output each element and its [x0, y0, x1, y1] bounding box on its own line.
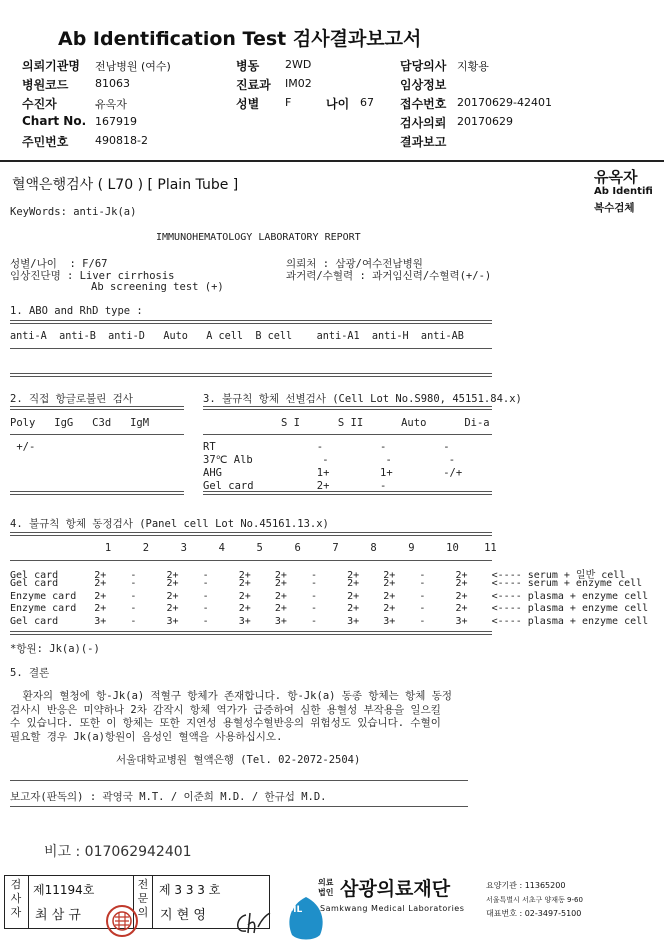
dat-rule-mid: [10, 434, 184, 435]
panel-rule-top: [10, 532, 492, 536]
diagnosis-2: Ab screening test (+): [91, 281, 224, 293]
lab-report-title: IMMUNOHEMATOLOGY LABORATORY REPORT: [156, 232, 361, 243]
dat-rule-top: [10, 406, 184, 410]
diagnosis: 임상진단명 : Liver cirrhosis: [10, 270, 175, 282]
header-field-value: 81063: [95, 77, 130, 90]
screen-rule-bottom: [203, 491, 492, 495]
seal-icon: [95, 884, 139, 943]
complex-sample-label: 복수검체: [594, 202, 635, 214]
header-field-label: 검사의뢰: [400, 116, 447, 130]
panel-header: 1 2 3 4 5 6 7 8 9 10 11: [10, 542, 497, 554]
header-field-label: 접수번호: [400, 97, 447, 111]
header-field-label: 병원코드: [22, 78, 69, 92]
header-field-value: 490818-2: [95, 134, 148, 147]
conclusion-line: 수 있습니다. 또한 이 항체는 또한 지연성 용혈성수혈반응의 위험성도 있습니다. 수혈이: [10, 717, 441, 729]
phone: 대표번호 : 02-3497-5100: [486, 909, 582, 918]
screen-row: AHG 1+ 1+ -/+: [203, 467, 463, 479]
org-english-name: Samkwang Medical Laboratories: [320, 904, 465, 913]
header-field-value: IM02: [285, 77, 312, 90]
header-field-value: 167919: [95, 115, 137, 128]
header-field-label: 진료과: [236, 78, 271, 92]
header-field-label: 주민번호: [22, 135, 69, 149]
panel-rule-bottom: [10, 631, 492, 635]
ab-identification-label: Ab Identifi: [594, 186, 653, 197]
signature-divider-3: [152, 875, 153, 929]
screen-title: 3. 불규칙 항체 선별검사 (Cell Lot No.S980, 45151.84.x): [203, 393, 522, 405]
transfusion-history: 과거력/수혈력 : 과거임신력/수혈력(+/-): [286, 270, 492, 282]
patient-name-label: 유옥자: [594, 168, 638, 186]
institution-code: 요양기관 : 11365200: [486, 881, 566, 890]
address: 서울특별시 서초구 양재동 9-60: [486, 896, 583, 904]
keywords: KeyWords: anti-Jk(a): [10, 206, 137, 218]
screen-rule-mid: [203, 434, 492, 435]
specialist-license: 제 3 3 3 호: [159, 883, 221, 897]
panel-rule-mid: [10, 560, 492, 561]
header-field-value: 67: [360, 96, 374, 109]
header-field-label: 수진자: [22, 97, 57, 111]
blood-bank-contact: 서울대학교병원 혈액은행 (Tel. 02-2072-2504): [116, 754, 361, 766]
conclusion-line: 필요할 경우 Jk(a)항원이 음성인 혈액을 사용하십시오.: [10, 730, 283, 743]
requester: 의뢰처 : 삼광/여수전남병원: [286, 258, 423, 270]
antigen-line: *항원: Jk(a)(-): [10, 643, 100, 655]
header-field-value: 20170629-42401: [457, 96, 552, 109]
reporter-rule-bottom: [10, 806, 468, 807]
header-field-value: 전남병원 (여수): [95, 60, 171, 73]
dat-rule-bottom: [10, 491, 184, 495]
header-field-value: 20170629: [457, 115, 513, 128]
conclusion-line: 검사시 반응은 미약하나 2차 감작시 항체 역가가 급증하여 심한 용혈성 부작용을 일으킬: [10, 703, 441, 716]
panel-row: Gel card 3+ - 3+ - 3+ 3+ - 3+ 3+ - 3+ <---- plasma + enzyme cell: [10, 615, 649, 627]
header-field-label: 임상정보: [400, 78, 447, 92]
header-field-label: 병동: [236, 59, 260, 73]
header-field-label: 결과보고: [400, 135, 447, 149]
screen-rule-top: [203, 406, 492, 410]
inspector-name: 최 삼 규: [35, 908, 81, 923]
panel-row: Gel card 2+ - 2+ - 2+ 2+ - 2+ 2+ - 2+ <---- serum + enzyme cell: [10, 578, 643, 590]
header-field-label: 담당의사: [400, 59, 447, 73]
section-title: 혈액은행검사 ( L70 ) [ Plain Tube ]: [12, 177, 239, 193]
org-name: 삼광의료재단: [340, 878, 451, 900]
abo-rule-bottom: [10, 373, 492, 377]
logo-badge-text: SML: [281, 905, 303, 915]
header-field-label: 나이: [326, 97, 350, 111]
abo-title: 1. ABO and RhD type :: [10, 305, 143, 317]
sex-age: 성별/나이 : F/67: [10, 258, 108, 270]
panel-row: Enzyme card 2+ - 2+ - 2+ 2+ - 2+ 2+ - 2+ <---- plasma + enzyme cell: [10, 590, 649, 602]
abo-header: anti-A anti-B anti-D Auto A cell B cell anti-A1 anti-H anti-AB: [10, 331, 464, 342]
reporters: 보고자(판독의) : 곽영국 M.T. / 이준희 M.D. / 한규섭 M.D.: [10, 791, 327, 803]
header-field-label: 성별: [236, 97, 260, 111]
conclusion-line: 환자의 혈청에 항-Jk(a) 적혈구 항체가 존재합니다. 항-Jk(a) 동종 항체는 항체 동정: [10, 690, 453, 702]
report-title: Ab Identification Test 검사결과보고서: [58, 28, 422, 50]
specialist-label: 전문의: [137, 878, 149, 919]
screen-row: 37℃ Alb - - -: [203, 454, 456, 466]
header-field-value: 2WD: [285, 58, 312, 71]
remark: 비고 : 017062942401: [44, 844, 192, 860]
abo-rule-mid: [10, 348, 492, 349]
conclusion-title: 5. 결론: [10, 667, 50, 679]
dat-value: +/-: [10, 441, 36, 453]
header-field-value: F: [285, 96, 292, 109]
screen-row: Gel card 2+ -: [203, 480, 387, 492]
screen-row: RT - - -: [203, 441, 450, 453]
inspector-label: 검사자: [10, 878, 22, 919]
header-field-label: 의뢰기관명: [22, 59, 80, 73]
dat-title: 2. 직접 항글로불린 검사: [10, 393, 133, 405]
abo-rule-top: [10, 320, 492, 324]
org-label: 의료법인: [318, 878, 334, 897]
inspector-license: 제11194호: [33, 883, 95, 897]
signature-icon: [222, 890, 272, 943]
specialist-name: 지 현 영: [160, 908, 206, 923]
panel-row: Gel card 2+ - 2+ - 2+ 2+ - 2+ 2+ - 2+ <---- serum + 일반 cell: [10, 570, 626, 581]
panel-row: Enzyme card 2+ - 2+ - 2+ 2+ - 2+ 2+ - 2+ <---- plasma + enzyme cell: [10, 603, 649, 615]
reporter-rule-top: [10, 780, 468, 781]
signature-divider-1: [28, 875, 29, 929]
dat-header: Poly IgG C3d IgM: [10, 417, 150, 429]
header-field-value: 유옥자: [95, 98, 127, 111]
header-field-value: 지황용: [457, 60, 489, 73]
panel-title: 4. 불규칙 항체 동정검사 (Panel cell Lot No.45161.13.x): [10, 518, 329, 530]
header-field-label: Chart No.: [22, 114, 87, 128]
screen-header: S I S II Auto Di-a: [281, 417, 490, 429]
header-divider: [0, 160, 664, 162]
